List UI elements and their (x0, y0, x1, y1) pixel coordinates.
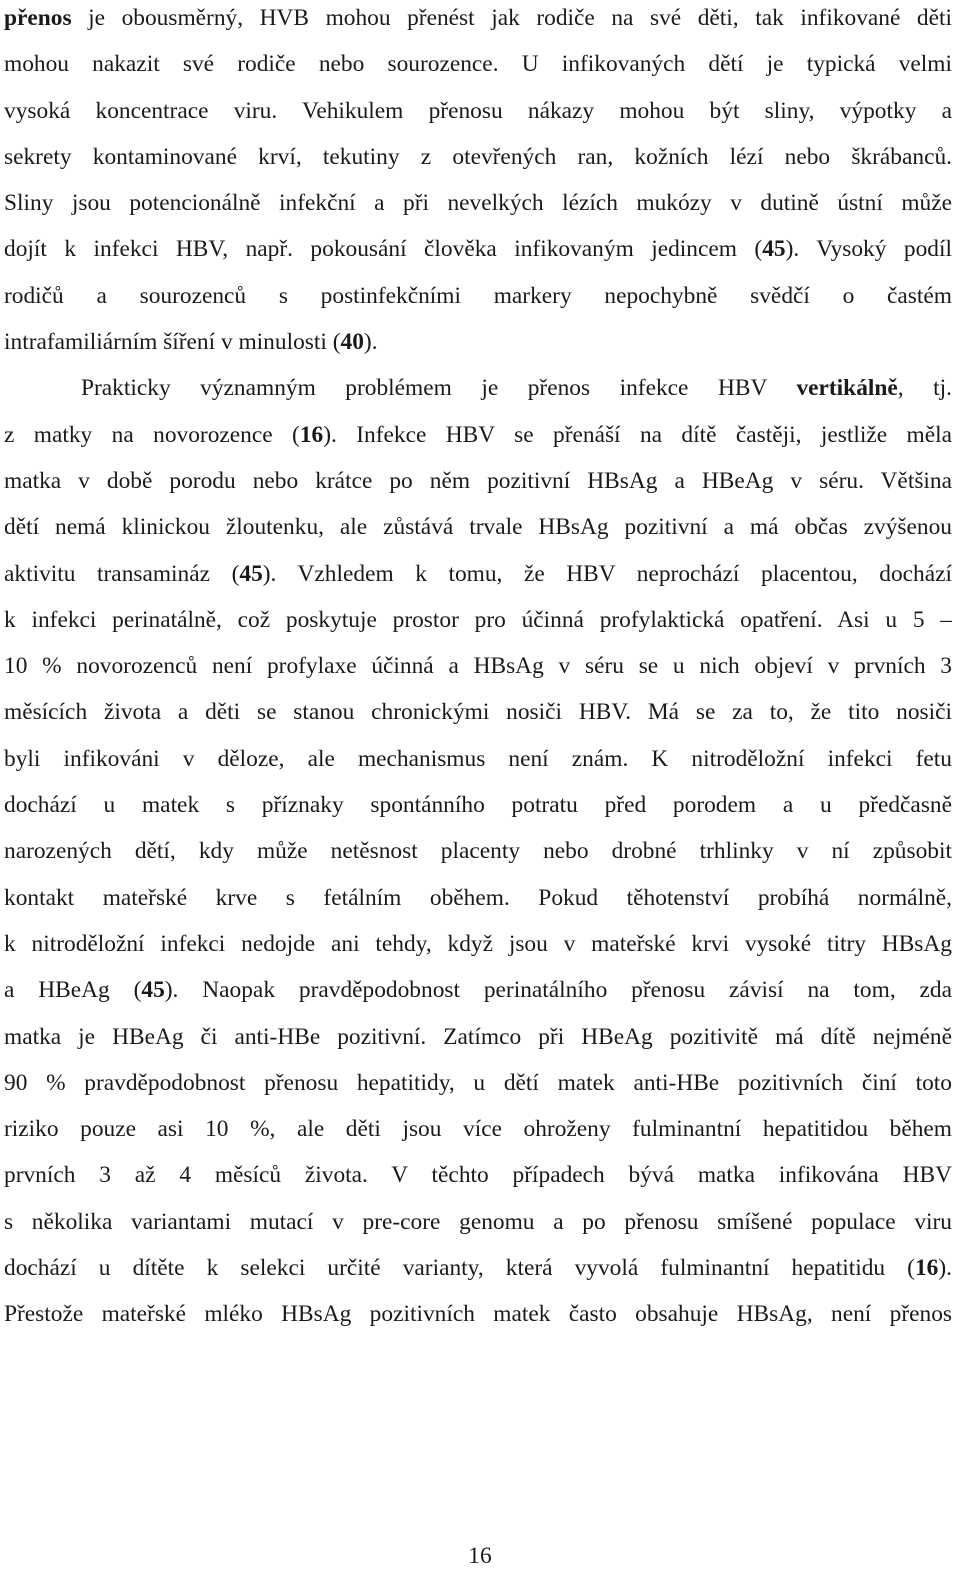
bold-text-run: 45 (141, 977, 165, 1004)
text-line (4, 417, 952, 463)
text-run: z matky na novorozence ( (4, 421, 300, 448)
text-run: matka v době porodu nebo krátce po něm pozitivní HBsAg a HBeAg v séru. Většina (4, 467, 952, 494)
text-run: rodičů a sourozenců s postinfekčními markery nepochybně svědčí o častém (4, 282, 952, 309)
text-line (4, 556, 952, 602)
bold-text-run: 16 (299, 421, 324, 448)
text-line (4, 185, 952, 231)
text-run: dochází u dítěte k selekci určité varianty, která vyvolá fulminantní hepatitidu ( (4, 1255, 915, 1282)
text-line (4, 648, 952, 694)
text-line (4, 787, 952, 833)
bold-text-run: 16 (914, 1255, 939, 1282)
page-number: 16 (468, 1543, 492, 1569)
text-run: ). Naopak pravděpodobnost perinatálního přenosu závisí na tom, zda (164, 977, 952, 1004)
text-run: měsících života a děti se stanou chronickými nosiči HBV. Má se za to, že tito nosiči (4, 699, 952, 726)
text-line (4, 926, 952, 972)
text-line (4, 509, 952, 555)
text-line (4, 278, 952, 324)
text-line (4, 880, 952, 926)
text-line (4, 1296, 952, 1342)
text-run: mohou nakazit své rodiče nebo sourozence. U infikovaných dětí je typická velmi (4, 51, 952, 78)
text-line (4, 1111, 952, 1157)
text-line (4, 46, 952, 92)
text-line (4, 602, 952, 648)
text-line (4, 1204, 952, 1250)
text-run: k nitroděložní infekci nedojde ani tehdy, když jsou v mateřské krvi vysoké titry HBsAg (4, 930, 952, 957)
body-text (4, 0, 952, 1343)
text-run: Prakticky významným problémem je přenos infekce HBV (81, 375, 797, 402)
text-run: Přestože mateřské mléko HBsAg pozitivních matek často obsahuje HBsAg, není přenos (4, 1301, 952, 1328)
bold-text-run: 45 (239, 560, 263, 587)
text-line (4, 741, 952, 787)
text-line (4, 463, 952, 509)
text-run: ). Vysoký podíl (785, 236, 952, 263)
bold-text-run: vertikálně (796, 375, 898, 402)
text-line (4, 231, 952, 277)
text-run: intrafamiliárním šíření v minulosti ( (4, 329, 341, 356)
text-run: ). (938, 1255, 952, 1282)
text-run: vysoká koncentrace viru. Vehikulem přenosu nákazy mohou být sliny, výpotky a (4, 97, 952, 124)
text-line (4, 324, 952, 370)
text-run: dojít k infekci HBV, např. pokousání člověka infikovaným jedincem ( (4, 236, 763, 263)
text-run: ). Vzhledem k tomu, že HBV neprochází placentou, dochází (262, 560, 952, 587)
text-line (4, 1019, 952, 1065)
text-line (4, 0, 952, 46)
text-run: prvních 3 až 4 měsíců života. V těchto případech bývá matka infikována HBV (4, 1162, 952, 1189)
text-run: ). Infekce HBV se přenáší na dítě častěji, jestliže měla (323, 421, 952, 448)
text-run: 90 % pravděpodobnost přenosu hepatitidy, u dětí matek anti-HBe pozitivních činí toto (4, 1069, 952, 1096)
text-line (4, 139, 952, 185)
text-run: k infekci perinatálně, což poskytuje prostor pro účinná profylaktická opatření. Asi u 5 – (4, 606, 952, 633)
bold-text-run: přenos (4, 5, 72, 31)
text-run: Sliny jsou potencionálně infekční a při nevelkých lézích mukózy v dutině ústní může (4, 190, 952, 217)
text-line (4, 1250, 952, 1296)
text-line (4, 93, 952, 139)
text-run: narozených dětí, kdy může netěsnost placenty nebo drobné trhlinky v ní způsobit (4, 838, 952, 865)
text-run: riziko pouze asi 10 %, ale děti jsou více ohroženy fulminantní hepatitidou během (4, 1116, 952, 1143)
text-line (4, 833, 952, 879)
text-line (4, 370, 952, 416)
text-run: ). (363, 329, 378, 356)
text-line (4, 1065, 952, 1111)
text-line (4, 694, 952, 740)
text-run: , tj. (897, 375, 952, 402)
text-run: matka je HBeAg či anti-HBe pozitivní. Zatímco při HBeAg pozitivitě má dítě nejméně (4, 1023, 952, 1050)
text-line (4, 972, 952, 1018)
text-run: s několika variantami mutací v pre-core genomu a po přenosu smíšené populace viru (4, 1208, 952, 1235)
text-run: aktivitu transamináz ( (4, 560, 240, 587)
bold-text-run: 45 (762, 236, 786, 263)
text-run: dětí nemá klinickou žloutenku, ale zůstává trvale HBsAg pozitivní a má občas zvýšenou (4, 514, 952, 541)
text-run: 10 % novorozenců není profylaxe účinná a HBsAg v séru se u nich objeví v prvních 3 (4, 653, 952, 680)
text-run: kontakt mateřské krve s fetálním oběhem. Pokud těhotenství probíhá normálně, (4, 884, 952, 911)
text-run: a HBeAg ( (4, 977, 142, 1004)
text-run: je obousměrný, HVB mohou přenést jak rodiče na své děti, tak infikované děti (71, 5, 952, 31)
text-run: dochází u matek s příznaky spontánního potratu před porodem a u předčasně (4, 792, 952, 819)
bold-text-run: 40 (340, 329, 364, 356)
text-run: byli infikováni v děloze, ale mechanismus není znám. K nitroděložní infekci fetu (4, 745, 952, 772)
text-run: sekrety kontaminované krví, tekutiny z otevřených ran, kožních lézí nebo škrábanců. (4, 143, 952, 170)
text-line (4, 1157, 952, 1203)
